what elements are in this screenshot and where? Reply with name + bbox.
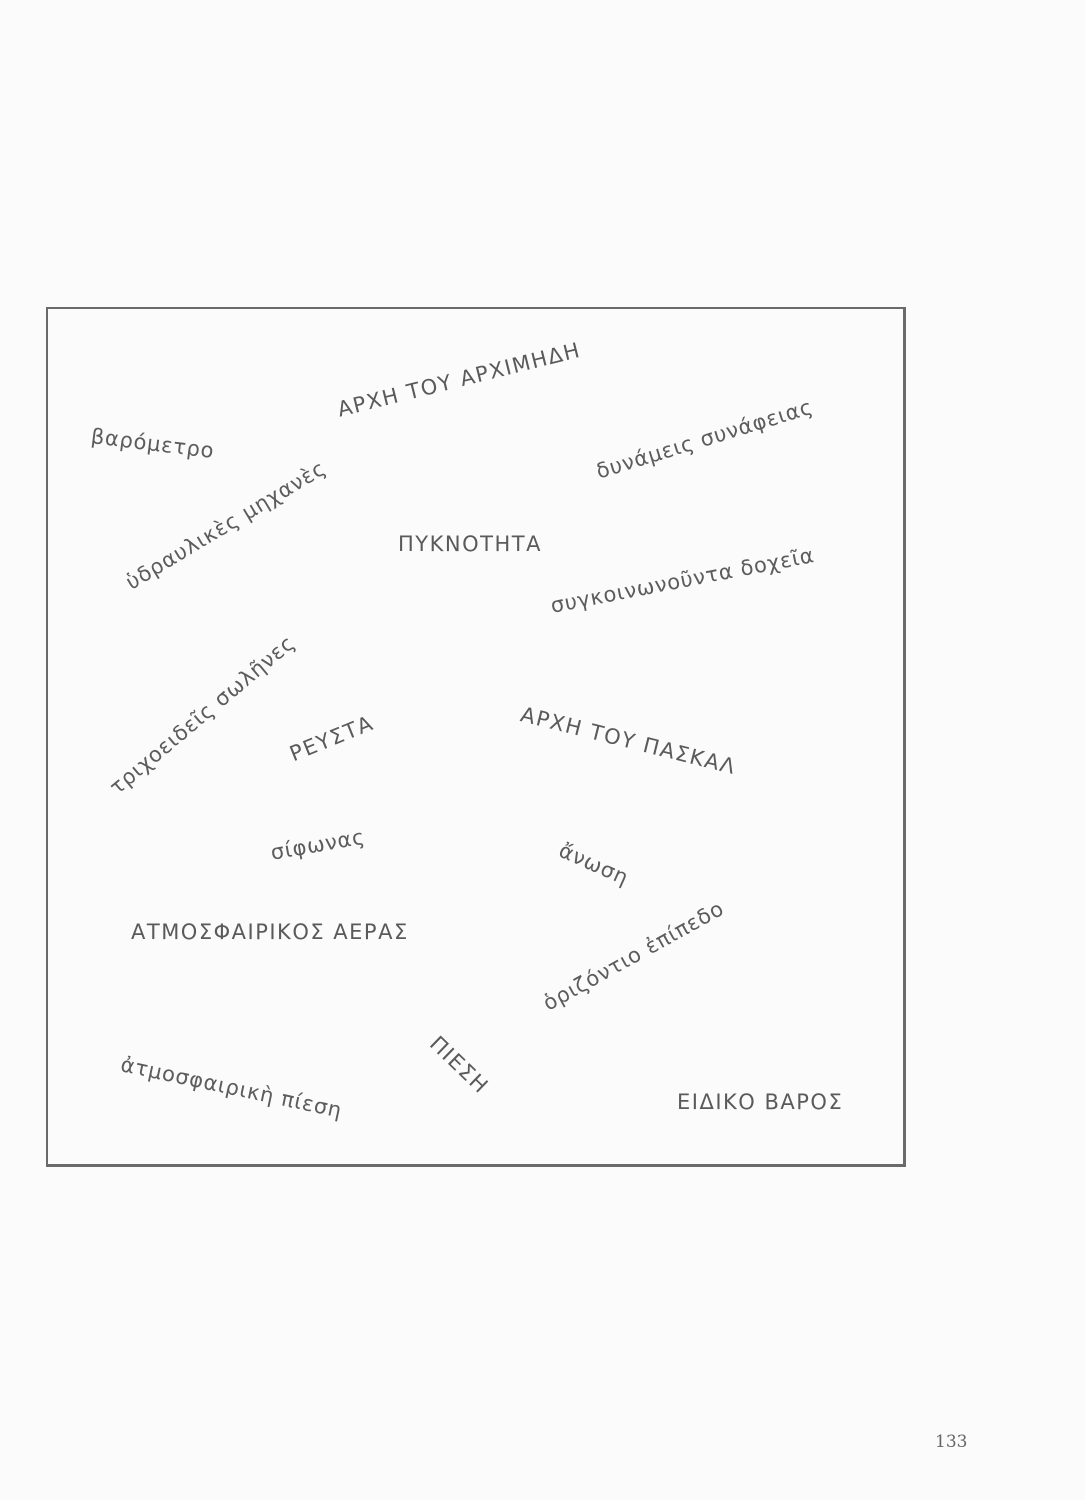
term-archimedes-principle: ΑΡΧΗ ΤΟΥ ΑΡΧΙΜΗΔΗ — [334, 337, 584, 422]
term-hydraulic-machines: ὑδραυλικὲς μηχανὲς — [121, 455, 331, 595]
term-fluids: ΡΕΥΣΤΑ — [286, 710, 378, 767]
term-horizontal-plane: ὁριζόντιο ἐπίπεδο — [538, 896, 729, 1016]
term-pressure: ΠΙΕΣΗ — [425, 1031, 494, 1099]
term-density: ΠΥΚΝΟΤΗΤΑ — [398, 532, 542, 556]
term-capillary-tubes: τριχοειδεῖς σωλῆνες — [104, 630, 300, 800]
term-specific-weight: ΕΙΔΙΚΟ ΒΑΡΟΣ — [677, 1090, 844, 1114]
term-atmospheric-pressure: ἀτμοσφαιρικὴ πίεση — [118, 1052, 345, 1123]
term-buoyancy: ἄνωση — [555, 838, 633, 891]
term-pascal-principle: ΑΡΧΗ ΤΟΥ ΠΑΣΚΑΛ — [518, 702, 739, 780]
term-barometer: βαρόμετρο — [89, 424, 216, 464]
term-communicating-vessels: συγκοινωνοῦντα δοχεῖα — [548, 543, 817, 618]
term-siphon: σίφωνας — [268, 824, 367, 865]
term-adhesion-forces: δυνάμεις συνάφειας — [593, 394, 816, 484]
term-atmospheric-air: ΑΤΜΟΣΦΑΙΡΙΚΟΣ ΑΕΡΑΣ — [131, 920, 409, 944]
page-number: 133 — [935, 1432, 968, 1452]
